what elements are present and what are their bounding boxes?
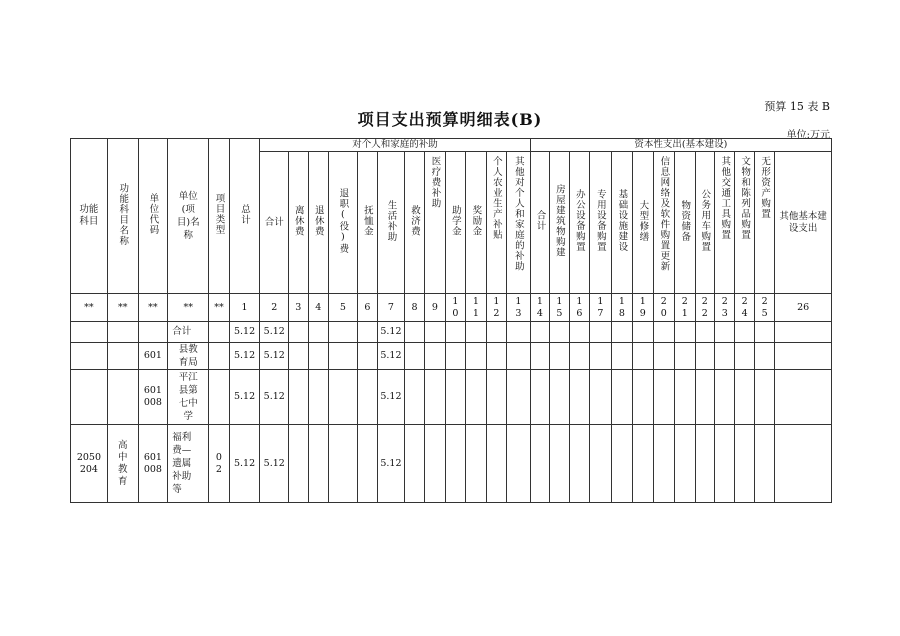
col-cultural-relics: 文物和陈列品购置 xyxy=(735,152,754,294)
index-cell: ** xyxy=(107,294,138,322)
index-cell: 3 xyxy=(289,294,308,322)
cell-personal-total: 5.12 xyxy=(260,343,289,370)
index-cell: 19 xyxy=(633,294,653,322)
col-personal-total: 合计 xyxy=(260,152,289,294)
col-unit-code: 单位代码 xyxy=(138,139,168,294)
index-cell: 21 xyxy=(675,294,695,322)
col-it-software: 信息网络及软件购置更新 xyxy=(653,152,675,294)
group-personal-aid: 对个人和家庭的补助 xyxy=(260,139,530,152)
group-capital-expense: 资本性支出(基本建设) xyxy=(530,139,831,152)
cell-living-aid: 5.12 xyxy=(378,343,405,370)
budget-table xyxy=(70,138,832,503)
cell-proj-type xyxy=(209,370,229,425)
cell-total: 5.12 xyxy=(229,370,260,425)
col-office-equipment: 办公设备购置 xyxy=(569,152,589,294)
unit-label: 单位:万元 xyxy=(786,130,830,141)
col-intangible-assets: 无形资产购置 xyxy=(754,152,774,294)
col-retirement: 退休费 xyxy=(308,152,328,294)
cell-proj-type xyxy=(209,343,229,370)
index-cell: 24 xyxy=(735,294,754,322)
cell-personal-total: 5.12 xyxy=(260,425,289,503)
col-capital-total: 合计 xyxy=(530,152,549,294)
index-cell: 13 xyxy=(507,294,531,322)
index-cell: 23 xyxy=(714,294,734,322)
cell-unit-name: 福利费—遗属补助等 xyxy=(168,425,209,503)
index-cell: ** xyxy=(71,294,108,322)
cell-unit-code: 601008 xyxy=(138,425,168,503)
table-row xyxy=(71,370,832,425)
col-func-code: 功能科目 xyxy=(71,139,108,294)
index-cell: 2 xyxy=(260,294,289,322)
index-row xyxy=(71,294,832,322)
cell-personal-total: 5.12 xyxy=(260,370,289,425)
cell-func-code: 2050204 xyxy=(71,425,108,503)
col-major-repair: 大型修缮 xyxy=(633,152,653,294)
col-proj-type: 项目类型 xyxy=(209,139,229,294)
index-cell: 4 xyxy=(308,294,328,322)
index-cell: 1 xyxy=(229,294,260,322)
col-total: 总计 xyxy=(229,139,260,294)
cell-living-aid: 5.12 xyxy=(378,370,405,425)
col-pension: 抚恤金 xyxy=(357,152,377,294)
cell-unit-name: 县教育局 xyxy=(168,343,209,370)
cell-proj-type: 02 xyxy=(209,425,229,503)
table-row xyxy=(71,322,832,343)
col-other-construction: 其他基本建设支出 xyxy=(775,152,832,294)
page-title: 项目支出预算明细表(B) xyxy=(357,110,543,129)
col-unit-name: 单位(项目)名称 xyxy=(168,139,209,294)
cell-total: 5.12 xyxy=(229,322,260,343)
form-number: 预算 15 表 B xyxy=(764,100,830,113)
cell-func-name: 高中教育 xyxy=(107,425,138,503)
col-official-vehicle: 公务用车购置 xyxy=(695,152,714,294)
cell-personal-total: 5.12 xyxy=(260,322,289,343)
col-resignation: 退职(役)费 xyxy=(329,152,358,294)
col-special-equipment: 专用设备购置 xyxy=(590,152,612,294)
col-building: 房屋建筑物购建 xyxy=(550,152,569,294)
index-cell: 5 xyxy=(329,294,358,322)
col-relief: 救济费 xyxy=(404,152,424,294)
cell-living-aid: 5.12 xyxy=(378,425,405,503)
col-student-aid: 助学金 xyxy=(445,152,465,294)
col-other-personal: 其他对个人和家庭的补助 xyxy=(507,152,531,294)
index-cell: 7 xyxy=(378,294,405,322)
cell-func-name xyxy=(107,370,138,425)
col-retirement-veteran: 离休费 xyxy=(289,152,308,294)
index-cell: 26 xyxy=(775,294,832,322)
index-cell: 15 xyxy=(550,294,569,322)
cell-unit-code: 601 xyxy=(138,343,168,370)
col-material-reserve: 物资储备 xyxy=(675,152,695,294)
cell-proj-type xyxy=(209,322,229,343)
index-cell: 10 xyxy=(445,294,465,322)
col-infrastructure: 基础设施建设 xyxy=(611,152,633,294)
cell-total: 5.12 xyxy=(229,343,260,370)
index-cell: 17 xyxy=(590,294,612,322)
index-cell: 18 xyxy=(611,294,633,322)
col-other-transport: 其他交通工具购置 xyxy=(714,152,734,294)
index-cell: 25 xyxy=(754,294,774,322)
index-cell: 14 xyxy=(530,294,549,322)
cell-func-code xyxy=(71,370,108,425)
table-row xyxy=(71,343,832,370)
cell-unit-code: 601008 xyxy=(138,370,168,425)
index-cell: 8 xyxy=(404,294,424,322)
index-cell: 22 xyxy=(695,294,714,322)
index-cell: 12 xyxy=(486,294,506,322)
col-farm-subsidy: 个人农业生产补贴 xyxy=(486,152,506,294)
index-cell: 11 xyxy=(466,294,486,322)
index-cell: 20 xyxy=(653,294,675,322)
col-living-aid: 生活补助 xyxy=(378,152,405,294)
col-award: 奖励金 xyxy=(466,152,486,294)
index-cell: 16 xyxy=(569,294,589,322)
index-cell: ** xyxy=(168,294,209,322)
index-cell: 9 xyxy=(425,294,445,322)
cell-func-name xyxy=(107,343,138,370)
index-cell: ** xyxy=(209,294,229,322)
cell-living-aid: 5.12 xyxy=(378,322,405,343)
col-func-name: 功能科目名称 xyxy=(107,139,138,294)
cell-unit-name: 合计 xyxy=(168,322,209,343)
cell-unit-code xyxy=(138,322,168,343)
index-cell: 6 xyxy=(357,294,377,322)
cell-total: 5.12 xyxy=(229,425,260,503)
table-row xyxy=(71,425,832,503)
cell-func-code xyxy=(71,343,108,370)
cell-func-name xyxy=(107,322,138,343)
cell-unit-name: 平江县第七中学 xyxy=(168,370,209,425)
cell-func-code xyxy=(71,322,108,343)
col-medical-aid: 医疗费补助 xyxy=(425,152,445,294)
index-cell: ** xyxy=(138,294,168,322)
